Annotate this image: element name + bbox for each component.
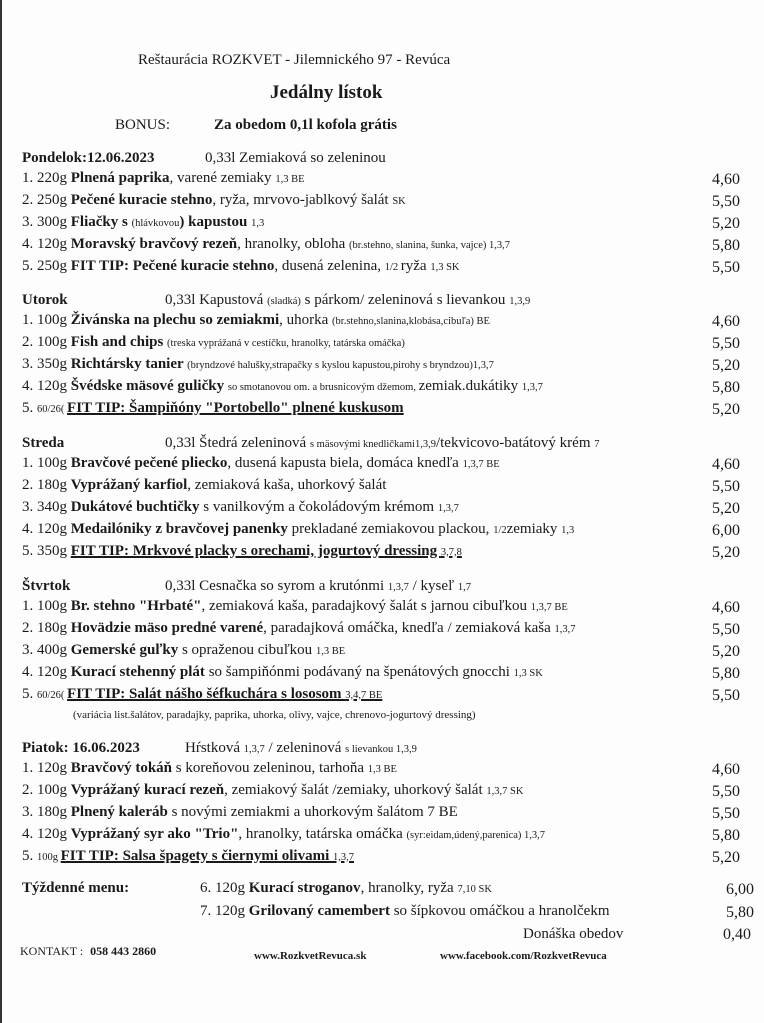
soup-of-the-day — [185, 740, 417, 757]
menu-item-text: 1,3 — [251, 218, 265, 229]
menu-item-description — [22, 782, 523, 799]
day-name: Pondelok:12.06.2023 — [22, 150, 155, 166]
soup-text: 1,3,7 — [243, 744, 265, 755]
menu-item-description — [22, 804, 458, 821]
menu-item-price: 5,20 — [712, 643, 740, 660]
menu-item-price: 5,50 — [712, 335, 740, 352]
menu-item-text: SK — [392, 196, 406, 207]
menu-item — [22, 642, 754, 662]
day-name: Utorok — [22, 292, 68, 308]
menu-item-text: Dukátové buchtičky — [70, 499, 200, 515]
menu-item-text: (br.stehno, slanina, šunka, vajce) 1,3,7 — [349, 240, 510, 251]
menu-item-text: FIT TIP: Salsa špagety s čiernymi olivami — [60, 848, 333, 864]
menu-item-description — [22, 236, 510, 253]
menu-item-note: (variácia list.šalátov, paradajky, paprika, uhorka, olivy, vajce, chrenovo-jogurtový dressing) — [73, 709, 476, 721]
weekly-item-text: 7. 120g — [200, 903, 249, 919]
website-link[interactable]: www.RozkvetRevuca.sk — [254, 950, 367, 962]
weekly-item-text: so šípkovou omáčkou a hranolčekm — [389, 903, 610, 919]
delivery-price: 0,40 — [723, 926, 751, 943]
menu-item — [22, 378, 754, 398]
menu-item-text: 1,3,7 — [521, 382, 543, 393]
soup-text: 0,33l Cesnačka so syrom a krutónmi — [165, 578, 388, 594]
menu-item-price: 5,80 — [712, 237, 740, 254]
menu-item-text: so šampiňónmi podávaný na špenátových gnocchi — [204, 664, 514, 680]
day-header — [22, 150, 155, 167]
day-name: Piatok: 16.06.2023 — [22, 740, 140, 756]
menu-item-text: , zemiaková kaša, paradajkový šalát s jarnou cibuľkou — [201, 598, 531, 614]
day-header — [22, 292, 68, 309]
menu-item-price: 5,20 — [712, 500, 740, 517]
menu-item — [22, 664, 754, 684]
menu-item-text: , paradajková omáčka, knedľa / zemiaková kaša — [263, 620, 555, 636]
menu-item-description — [22, 686, 382, 703]
menu-item-text: Medailóniky z bravčovej panenky — [70, 521, 288, 537]
menu-item-text: Vyprážaný kurací rezeň — [70, 782, 225, 798]
menu-item — [22, 214, 754, 234]
menu-item-text: 4. 120g — [22, 378, 71, 394]
weekly-item-description — [200, 903, 610, 920]
menu-item-description — [22, 664, 543, 681]
menu-item-text: so smotanovou om. a brusnicovým džemom, — [227, 382, 419, 393]
menu-item-price: 5,80 — [712, 665, 740, 682]
weekly-item-text: Kurací stroganov — [248, 880, 361, 896]
menu-item-text: 2. 180g — [22, 620, 71, 636]
menu-item-text: , dusená kapusta biela, domáca knedľa — [227, 455, 463, 471]
menu-item — [22, 848, 754, 868]
menu-item-text: 1/2 — [384, 262, 401, 273]
menu-item-text: 5. — [22, 848, 37, 864]
menu-item-text: Vyprážaný karfiol — [70, 477, 188, 493]
weekly-menu-item — [200, 880, 754, 900]
menu-item — [22, 455, 754, 475]
menu-item-price: 5,20 — [712, 215, 740, 232]
weekly-menu-item — [200, 903, 754, 923]
menu-item-description — [22, 598, 568, 615]
weekly-item-price: 6,00 — [723, 881, 754, 899]
soup-text: s lievankou 1,3,9 — [345, 744, 417, 755]
soup-text: 1,3,9 — [509, 296, 531, 307]
soup-text: s mäsovými knedličkami1,3,9 — [309, 439, 436, 450]
menu-item-description — [22, 455, 500, 472]
menu-item-text: Živánska na plechu so zemiakmi — [70, 312, 280, 328]
menu-item — [22, 782, 754, 802]
day-header — [22, 740, 140, 757]
menu-item-text: 2. 100g — [22, 782, 71, 798]
menu-item — [22, 826, 754, 846]
menu-item-description — [22, 826, 545, 843]
menu-item-text: Fish and chips — [70, 334, 168, 350]
menu-item-text: 1,3,7 — [437, 503, 459, 514]
menu-item-text: 1,3 SK — [513, 668, 543, 679]
facebook-link[interactable]: www.facebook.com/RozkvetRevuca — [440, 950, 607, 962]
menu-item-text: Plnený kaleráb — [70, 804, 168, 820]
menu-item-text: 4. 120g — [22, 521, 71, 537]
menu-item — [22, 804, 754, 824]
menu-item — [22, 521, 754, 541]
menu-item-text: (hlávkovou — [131, 218, 180, 229]
menu-item-text: prekladané zemiakovou plackou, — [287, 521, 494, 537]
menu-item-text: Gemerské guľky — [70, 642, 179, 658]
menu-item-text: (br.stehno,slanina,klobása,cibuľa) BE — [332, 316, 490, 327]
menu-item-text: 2. 180g — [22, 477, 71, 493]
menu-item-text: 4. 120g — [22, 236, 71, 252]
menu-item — [22, 334, 754, 354]
menu-item-text: Br. stehno "Hrbaté" — [70, 598, 202, 614]
day-header — [22, 578, 70, 595]
soup-of-the-day — [165, 292, 530, 309]
restaurant-name: Reštaurácia ROZKVET - Jilemnického 97 - Revúca — [138, 52, 451, 68]
menu-item-text: , zemiaková kaša, uhorkový šalát — [187, 477, 387, 493]
menu-item-price: 4,60 — [712, 599, 740, 616]
menu-item-price: 5,20 — [712, 849, 740, 866]
soup-text: 7 — [594, 439, 600, 450]
weekly-item-text: Grilovaný camembert — [248, 903, 390, 919]
menu-item-price: 5,50 — [712, 783, 740, 800]
menu-item — [22, 258, 754, 278]
menu-item-text: zemiak.dukátiky — [418, 378, 522, 394]
menu-item-text: 1,3 SK — [430, 262, 460, 273]
scan-border — [0, 0, 2, 1023]
menu-item-text: , dusená zelenina, — [274, 258, 385, 274]
menu-item-text: FIT TIP: Mrkvové placky s orechami, jogurtový dressing — [70, 543, 441, 559]
menu-item-description — [22, 760, 397, 777]
menu-item-text: 1,3 BE — [315, 646, 346, 657]
menu-item — [22, 170, 754, 190]
menu-item-text: s novými zemiakmi a uhorkovým šalátom 7 BE — [167, 804, 458, 820]
soup-text: 1,3,7 — [387, 582, 409, 593]
menu-item-price: 5,20 — [712, 544, 740, 561]
menu-item-price: 5,50 — [712, 259, 740, 276]
soup-text: 1,7 — [457, 582, 472, 593]
menu-item-text: 1,3,7 BE — [462, 459, 500, 470]
menu-item-text: s koreňovou zeleninou, tarhoňa — [172, 760, 368, 776]
menu-item-price: 5,50 — [712, 621, 740, 638]
soup-text: Hŕstková — [185, 740, 244, 756]
menu-item — [22, 543, 754, 563]
menu-item-text: 5. 350g — [22, 543, 71, 559]
weekly-item-text: 6. 120g — [200, 880, 249, 896]
menu-item-text: Bravčové pečené pliecko — [70, 455, 228, 471]
menu-item — [22, 236, 754, 256]
menu-item-price: 6,00 — [712, 522, 740, 539]
menu-item-text: (treska vyprážaná v cestíčku, hranolky, tatárska omáčka) — [167, 338, 405, 349]
menu-item-text: 3,4,7 BE — [345, 690, 383, 701]
menu-item-description — [22, 334, 405, 351]
menu-item — [22, 598, 754, 618]
menu-item-description — [22, 192, 406, 209]
menu-item-description — [22, 477, 386, 494]
soup-text: 0,33l Zemiaková so zeleninou — [205, 150, 386, 166]
menu-item-text: Švédske mäsové guličky — [70, 378, 228, 394]
menu-item — [22, 686, 754, 706]
day-name: Štvrtok — [22, 578, 71, 594]
soup-of-the-day — [165, 578, 471, 595]
menu-item-text: Hovädzie mäso predné varené — [70, 620, 264, 636]
menu-item-price: 5,20 — [712, 401, 740, 418]
menu-item — [22, 477, 754, 497]
soup-text: 0,33l Kapustová — [165, 292, 268, 308]
menu-item-description — [22, 356, 494, 373]
menu-item-text: , hranolky, obloha — [237, 236, 350, 252]
menu-item-text: FIT TIP: Pečené kuracie stehno — [70, 258, 275, 274]
menu-item-description — [22, 258, 460, 275]
menu-item-description — [22, 170, 304, 187]
menu-item-description — [22, 521, 574, 538]
menu-item-text: 1. 100g — [22, 312, 71, 328]
day-header — [22, 435, 64, 452]
menu-item-text: 1/2 — [493, 525, 507, 536]
menu-item-text: 1. 120g — [22, 760, 71, 776]
weekly-item-text: , hranolky, ryža — [360, 880, 458, 896]
weekly-item-description — [200, 880, 492, 897]
menu-item-text: 1,3,7 — [554, 624, 576, 635]
menu-item-text: 60/26( — [37, 404, 68, 415]
menu-item-text: 3. 350g — [22, 356, 71, 372]
menu-item-text: 3,7,8 — [440, 547, 462, 558]
menu-item-price: 4,60 — [712, 456, 740, 473]
contact-phone: 058 443 2860 — [90, 944, 157, 958]
menu-item-description — [22, 378, 543, 395]
bonus-text: Za obedom 0,1l kofola grátis — [214, 117, 397, 133]
menu-item-text: 100g — [37, 852, 61, 863]
menu-item-text: , uhorka — [279, 312, 333, 328]
menu-item-text: Pečené kuracie stehno — [70, 192, 213, 208]
menu-item — [22, 760, 754, 780]
menu-item-text: 3. 400g — [22, 642, 71, 658]
menu-item-text: Richtársky tanier — [70, 356, 188, 372]
soup-text: / zeleninová — [264, 740, 346, 756]
menu-item-text: 1,3 BE — [367, 764, 397, 775]
menu-item-text: (bryndzové halušky,strapačky s kyslou kapustou,pirohy s bryndzou)1,3,7 — [187, 360, 494, 371]
soup-of-the-day — [165, 435, 600, 452]
menu-item-description — [22, 543, 462, 560]
menu-item-text: , hranolky, tatárska omáčka — [238, 826, 407, 842]
menu-item-text: 3. 300g — [22, 214, 71, 230]
menu-item-text: s opraženou cibuľkou — [178, 642, 316, 658]
menu-item-text: Bravčový tokáň — [70, 760, 172, 776]
menu-item-text: ryža — [400, 258, 431, 274]
menu-item-price: 5,50 — [712, 478, 740, 495]
contact — [20, 944, 156, 959]
menu-item-text: 1. 100g — [22, 455, 71, 471]
soup-text: / kyseľ — [408, 578, 458, 594]
menu-item-text: Vyprážaný syr ako "Trio" — [70, 826, 239, 842]
menu-item-price: 4,60 — [712, 313, 740, 330]
menu-item-text: ) kapustou — [179, 214, 252, 230]
menu-item-text: 4. 120g — [22, 664, 71, 680]
menu-item-text: Plnená paprika — [70, 170, 170, 186]
menu-item-text: 5. 250g — [22, 258, 71, 274]
menu-item-text: 1. 100g — [22, 598, 71, 614]
menu-item — [22, 499, 754, 519]
menu-item-text: FIT TIP: Šampiňóny "Portobello" plnené kuskusom — [67, 400, 404, 416]
menu-item-description — [22, 642, 345, 659]
menu-item-price: 4,60 — [712, 171, 740, 188]
menu-item — [22, 356, 754, 376]
menu-item-text: 1,3 — [561, 525, 575, 536]
menu-item — [22, 192, 754, 212]
menu-item-description — [22, 848, 354, 865]
menu-item-text: , varené zemiaky — [169, 170, 276, 186]
menu-item-text: 1,3,7 — [333, 852, 354, 863]
menu-item-text: FIT TIP: Salát nášho šéfkuchára s lososom — [67, 686, 346, 702]
weekly-item-text: 7,10 SK — [457, 884, 492, 895]
menu-item-text: zemiaky — [506, 521, 562, 537]
menu-item-price: 5,20 — [712, 357, 740, 374]
menu-item-price: 5,50 — [712, 805, 740, 822]
menu-item — [22, 620, 754, 640]
menu-item-text: 60/26( — [37, 690, 68, 701]
menu-item-text: s vanilkovým a čokoládovým krémom — [199, 499, 438, 515]
menu-item-price: 5,50 — [712, 687, 740, 704]
menu-item-text: , ryža, mrvovo-jablkový šalát — [212, 192, 393, 208]
bonus-label: BONUS: — [115, 117, 171, 133]
menu-item-price: 5,80 — [712, 379, 740, 396]
contact-label: KONTAKT : — [20, 944, 84, 958]
menu-item-text: 1. 220g — [22, 170, 71, 186]
menu-item-text: , zemiakový šalát /zemiaky, uhorkový šalát — [224, 782, 487, 798]
menu-item-text: Moravský bravčový rezeň — [70, 236, 238, 252]
menu-item-text: 2. 250g — [22, 192, 71, 208]
menu-item — [22, 312, 754, 332]
menu-item-text: 3. 340g — [22, 499, 71, 515]
menu-item-price: 5,50 — [712, 193, 740, 210]
delivery-label: Donáška obedov — [523, 926, 624, 942]
soup-text: 0,33l Štedrá zeleninová — [165, 435, 310, 451]
soup-text: s párkom/ zeleninová s lievankou — [300, 292, 510, 308]
day-name: Streda — [22, 435, 65, 451]
menu-item-text: (syr:eidam,údený,parenica) 1,3,7 — [406, 830, 546, 841]
menu-item-description — [22, 620, 576, 637]
menu-item-description — [22, 400, 404, 417]
menu-item-text: Fliačky s — [70, 214, 132, 230]
menu-item-text: 3. 180g — [22, 804, 71, 820]
menu-item-description — [22, 214, 264, 231]
menu-item-text: 1,3 BE — [275, 174, 305, 185]
menu-item-text: 5. — [22, 400, 37, 416]
menu-item-price: 5,80 — [712, 827, 740, 844]
weekly-menu-label: Týždenné menu: — [22, 880, 130, 896]
soup-text: (sladká) — [267, 296, 301, 307]
menu-item-price: 4,60 — [712, 761, 740, 778]
weekly-item-price: 5,80 — [723, 904, 754, 922]
menu-item-text: 2. 100g — [22, 334, 71, 350]
menu-item-text: 4. 120g — [22, 826, 71, 842]
menu-item-text: Kurací stehenný plát — [70, 664, 205, 680]
menu-item-text: 1,3,7 BE — [530, 602, 568, 613]
menu-item-description — [22, 312, 490, 329]
soup-text: /tekvicovo-batátový krém — [435, 435, 595, 451]
soup-of-the-day — [205, 150, 386, 167]
menu-item-description — [22, 499, 459, 516]
menu-item-text: 5. — [22, 686, 37, 702]
menu-title: Jedálny lístok — [270, 82, 383, 103]
menu-item — [22, 400, 754, 420]
menu-item-text: 1,3,7 SK — [486, 786, 524, 797]
